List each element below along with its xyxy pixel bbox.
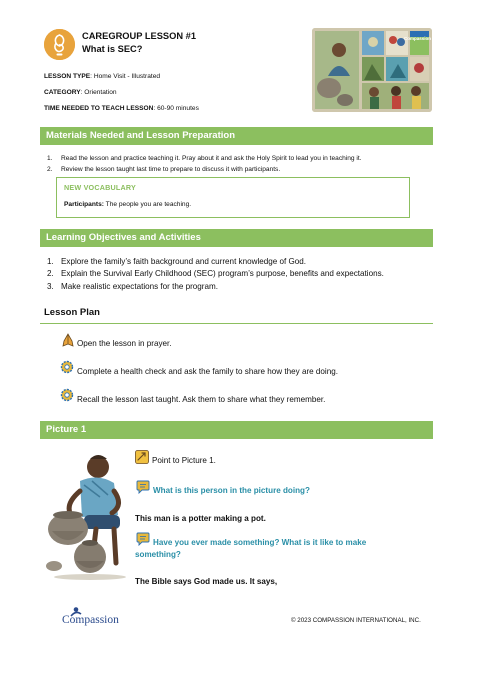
list-item <box>44 281 384 293</box>
lesson-type-meta <box>44 73 160 80</box>
question-2-line2: something? <box>135 550 181 559</box>
lesson-plan-heading: Lesson Plan <box>44 307 100 318</box>
answer-1: This man is a potter making a pot. <box>135 514 266 523</box>
caregroup-logo-icon <box>44 29 75 60</box>
speech-bubble-icon <box>136 480 150 494</box>
lesson-pictures-collage <box>312 28 432 112</box>
list-item <box>44 154 362 165</box>
category-label: CATEGORY <box>44 89 81 96</box>
list-item-number: 1. <box>47 257 54 266</box>
vocab-definition: The people you are teaching. <box>103 201 192 208</box>
time-meta <box>44 105 199 112</box>
lesson-type-label: LESSON TYPE <box>44 73 91 80</box>
new-vocabulary-box <box>56 177 410 218</box>
answer-2: The Bible says God made us. It says, <box>135 577 278 586</box>
point-instruction: Point to Picture 1. <box>152 456 216 465</box>
time-label: TIME NEEDED TO TEACH LESSON <box>44 105 154 112</box>
objectives-list <box>44 256 384 293</box>
list-item <box>44 165 362 176</box>
copyright-notice: © 2023 COMPASSION INTERNATIONAL, INC. <box>291 617 421 624</box>
vocab-title: NEW VOCABULARY <box>64 183 137 192</box>
gear-icon <box>60 388 74 402</box>
question-2-line1: Have you ever made something? What is it like to make <box>153 538 367 547</box>
plan-step-prayer: Open the lesson in prayer. <box>77 339 172 348</box>
vocab-entry <box>64 201 191 208</box>
list-item-text: Review the lesson taught last time to prepare to discuss it with participants. <box>61 165 281 173</box>
list-item <box>44 268 384 280</box>
pointing-hand-icon <box>135 450 149 464</box>
list-item-text: Explore the family’s faith background and current knowledge of God. <box>61 257 307 266</box>
time-value: : 60-90 minutes <box>153 105 199 112</box>
lesson-title-line2: What is SEC? <box>82 44 143 54</box>
praying-hands-icon <box>61 333 75 347</box>
lesson-plan-divider <box>40 323 433 324</box>
category-meta <box>44 89 117 96</box>
lesson-title-line1: CAREGROUP LESSON #1 <box>82 31 197 41</box>
potter-illustration <box>40 445 128 580</box>
plan-step-health-check: Complete a health check and ask the family to share how they are doing. <box>77 367 338 376</box>
picture-heading: Picture 1 <box>40 421 433 439</box>
list-item-text: Make realistic expectations for the program. <box>61 281 218 291</box>
list-item-number: 2. <box>47 269 54 279</box>
list-item-text: Read the lesson and practice teaching it. Pray about it and ask the Holy Spirit to lead you in teaching it. <box>61 155 362 162</box>
lesson-type-value: : Home Visit - Illustrated <box>90 73 161 80</box>
question-1: What is this person in the picture doing? <box>153 486 310 495</box>
list-item-number: 1. <box>47 155 53 162</box>
lesson-title <box>82 30 196 56</box>
materials-list <box>44 154 362 175</box>
vocab-term: Participants: <box>64 201 104 208</box>
speech-bubble-icon <box>136 532 150 546</box>
plan-step-recall: Recall the lesson last taught. Ask them to share what they remember. <box>77 395 326 404</box>
list-item-number: 3. <box>47 281 54 291</box>
objectives-heading: Learning Objectives and Activities <box>40 229 433 247</box>
collage-badge: Compassion <box>404 36 432 41</box>
question-2 <box>135 537 367 561</box>
compassion-wordmark: Compassion <box>62 614 119 626</box>
category-value: : Orientation <box>80 89 117 96</box>
gear-icon <box>60 360 74 374</box>
list-item-number: 2. <box>47 165 53 173</box>
list-item <box>44 256 384 268</box>
list-item-text: Explain the Survival Early Childhood (SEC) program’s purpose, benefits and expectations. <box>61 269 384 279</box>
materials-heading: Materials Needed and Lesson Preparation <box>40 127 433 145</box>
